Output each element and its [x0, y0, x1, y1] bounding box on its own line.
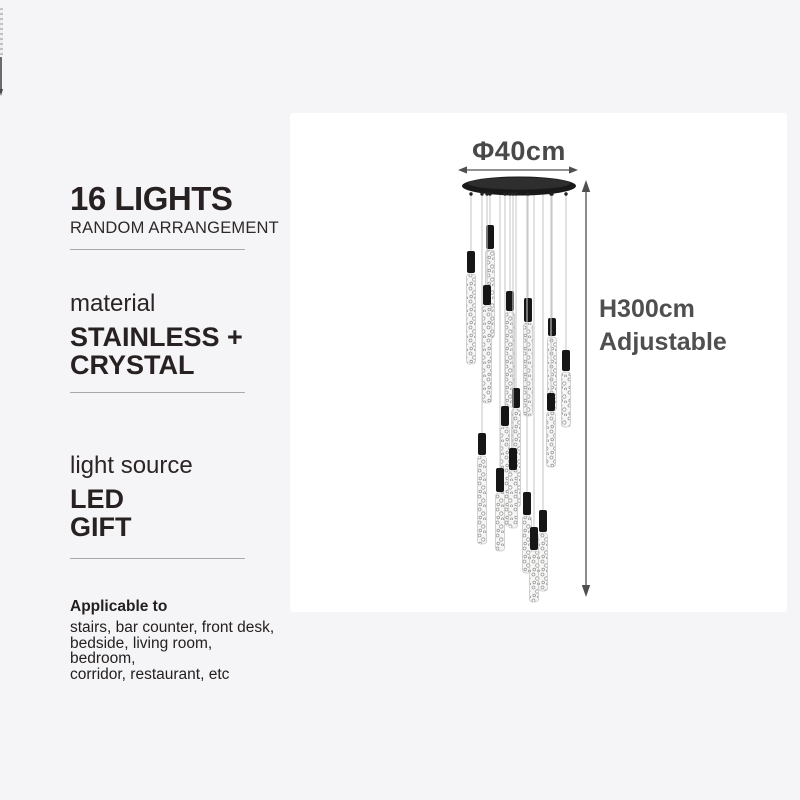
- edge-crystal-texture: [0, 8, 3, 56]
- applicable-label: Applicable to: [70, 598, 168, 615]
- applicable-line: corridor, restaurant, etc: [70, 665, 230, 683]
- height-note: Adjustable: [599, 327, 727, 356]
- height-dimension-label: [599, 293, 727, 358]
- height-value: H300cm: [599, 295, 695, 323]
- cropped-pendant-fragment: [0, 8, 5, 100]
- light-source-value-line2: GIFT: [70, 512, 132, 543]
- divider: [70, 249, 245, 250]
- spec-section-light-source: [70, 453, 193, 541]
- lights-subheading: RANDOM ARRANGEMENT: [70, 219, 279, 237]
- light-source-label: light source: [70, 452, 193, 479]
- material-value: [70, 323, 243, 379]
- applicable-list: [70, 620, 280, 682]
- divider: [70, 392, 245, 393]
- material-value-line2: CRYSTAL: [70, 350, 195, 381]
- spec-section-applicable: [70, 598, 280, 682]
- diameter-dimension-label: Φ40cm: [472, 136, 566, 166]
- light-source-value: [70, 485, 193, 541]
- light-source-value-line1: LED: [70, 484, 124, 515]
- edge-wire: [0, 57, 2, 89]
- applicable-line: stairs, bar counter, front desk,: [70, 619, 275, 636]
- applicable-line: bedside, living room, bedroom,: [70, 634, 213, 667]
- divider: [70, 558, 245, 559]
- edge-arrow-tip: [0, 89, 3, 96]
- spec-section-lights: [70, 182, 279, 238]
- material-label: material: [70, 290, 156, 317]
- lights-heading: 16 LIGHTS: [70, 180, 233, 217]
- material-value-line1: STAINLESS +: [70, 322, 243, 353]
- spec-section-material: [70, 291, 243, 379]
- product-image-panel: [290, 113, 787, 612]
